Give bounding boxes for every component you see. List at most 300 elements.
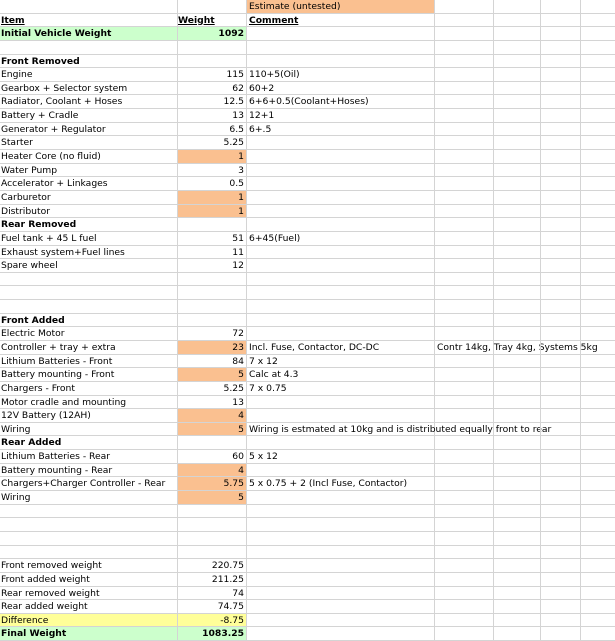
- cell[interactable]: [541, 505, 581, 519]
- cell[interactable]: [247, 505, 435, 519]
- cell[interactable]: [541, 423, 581, 437]
- cell[interactable]: [581, 109, 615, 123]
- cell[interactable]: [581, 573, 615, 587]
- item-weight[interactable]: 3: [178, 164, 247, 178]
- cell[interactable]: [494, 55, 541, 69]
- cell[interactable]: [435, 68, 494, 82]
- cell[interactable]: [541, 27, 581, 41]
- cell[interactable]: [541, 314, 581, 328]
- cell[interactable]: [581, 491, 615, 505]
- cell[interactable]: [494, 136, 541, 150]
- cell[interactable]: [494, 382, 541, 396]
- cell[interactable]: [581, 14, 615, 28]
- cell[interactable]: [541, 273, 581, 287]
- cell[interactable]: [178, 0, 247, 14]
- item-label[interactable]: Engine: [0, 68, 178, 82]
- summary-value[interactable]: 211.25: [178, 573, 247, 587]
- summary-value[interactable]: 74.75: [178, 600, 247, 614]
- summary-label[interactable]: Front removed weight: [0, 559, 178, 573]
- cell[interactable]: [581, 123, 615, 137]
- cell[interactable]: [247, 559, 435, 573]
- cell[interactable]: [541, 150, 581, 164]
- cell[interactable]: [494, 341, 541, 355]
- item-weight[interactable]: 5: [178, 491, 247, 505]
- cell[interactable]: [247, 218, 435, 232]
- initial-weight-label[interactable]: Initial Vehicle Weight: [0, 27, 178, 41]
- cell[interactable]: [435, 191, 494, 205]
- cell[interactable]: [581, 327, 615, 341]
- cell[interactable]: [435, 436, 494, 450]
- cell[interactable]: [247, 300, 435, 314]
- cell[interactable]: [435, 614, 494, 628]
- cell[interactable]: [581, 436, 615, 450]
- cell[interactable]: [435, 55, 494, 69]
- cell[interactable]: [435, 136, 494, 150]
- item-comment[interactable]: [247, 150, 435, 164]
- item-weight[interactable]: 13: [178, 396, 247, 410]
- item-weight[interactable]: 12: [178, 259, 247, 273]
- cell[interactable]: [581, 246, 615, 260]
- item-weight[interactable]: 4: [178, 409, 247, 423]
- cell[interactable]: [541, 382, 581, 396]
- item-comment[interactable]: 7 x 0.75: [247, 382, 435, 396]
- cell[interactable]: [494, 300, 541, 314]
- item-weight[interactable]: 115: [178, 68, 247, 82]
- cell[interactable]: [494, 123, 541, 137]
- cell[interactable]: [435, 177, 494, 191]
- cell[interactable]: [0, 300, 178, 314]
- cell[interactable]: [494, 314, 541, 328]
- cell[interactable]: [435, 382, 494, 396]
- item-label[interactable]: Water Pump: [0, 164, 178, 178]
- cell[interactable]: [247, 286, 435, 300]
- item-comment[interactable]: [247, 205, 435, 219]
- item-label[interactable]: Motor cradle and mounting: [0, 396, 178, 410]
- cell[interactable]: [494, 532, 541, 546]
- cell[interactable]: [494, 27, 541, 41]
- cell[interactable]: [435, 355, 494, 369]
- item-weight[interactable]: 12.5: [178, 95, 247, 109]
- cell[interactable]: [581, 396, 615, 410]
- cell[interactable]: [247, 587, 435, 601]
- cell[interactable]: [435, 396, 494, 410]
- cell[interactable]: [541, 491, 581, 505]
- cell[interactable]: [581, 82, 615, 96]
- cell[interactable]: [494, 436, 541, 450]
- cell[interactable]: [541, 614, 581, 628]
- item-label[interactable]: Heater Core (no fluid): [0, 150, 178, 164]
- summary-value[interactable]: 1083.25: [178, 627, 247, 641]
- item-weight[interactable]: 11: [178, 246, 247, 260]
- rear-removed-heading[interactable]: Rear Removed: [0, 218, 178, 232]
- cell[interactable]: [581, 136, 615, 150]
- cell[interactable]: [581, 164, 615, 178]
- cell[interactable]: [541, 95, 581, 109]
- cell[interactable]: [178, 546, 247, 560]
- cell[interactable]: [494, 286, 541, 300]
- cell[interactable]: [494, 14, 541, 28]
- item-label[interactable]: Chargers+Charger Controller - Rear: [0, 477, 178, 491]
- item-extra-comment[interactable]: Contr 14kg, Tray 4kg, Systems 5kg: [437, 342, 598, 353]
- item-comment[interactable]: [247, 164, 435, 178]
- cell[interactable]: [541, 68, 581, 82]
- cell[interactable]: [581, 27, 615, 41]
- cell[interactable]: [494, 205, 541, 219]
- front-removed-heading[interactable]: Front Removed: [0, 55, 178, 69]
- item-comment[interactable]: Incl. Fuse, Contactor, DC-DC: [247, 341, 435, 355]
- cell[interactable]: [494, 423, 541, 437]
- cell[interactable]: [494, 491, 541, 505]
- item-comment[interactable]: 60+2: [247, 82, 435, 96]
- cell[interactable]: [541, 232, 581, 246]
- item-weight[interactable]: 23: [178, 341, 247, 355]
- cell[interactable]: [0, 0, 178, 14]
- summary-label[interactable]: Rear added weight: [0, 600, 178, 614]
- cell[interactable]: [435, 232, 494, 246]
- header-item[interactable]: Item: [0, 14, 178, 28]
- cell[interactable]: [494, 464, 541, 478]
- cell[interactable]: [0, 286, 178, 300]
- item-label[interactable]: Distributor: [0, 205, 178, 219]
- cell[interactable]: [581, 0, 615, 14]
- cell[interactable]: [581, 55, 615, 69]
- cell[interactable]: [247, 518, 435, 532]
- item-comment[interactable]: Wiring is estmated at 10kg and is distributed equally front to rear: [249, 423, 552, 435]
- rear-added-heading[interactable]: Rear Added: [0, 436, 178, 450]
- cell[interactable]: [541, 205, 581, 219]
- cell[interactable]: [435, 587, 494, 601]
- cell[interactable]: [541, 300, 581, 314]
- cell[interactable]: [581, 177, 615, 191]
- item-comment[interactable]: [247, 259, 435, 273]
- cell[interactable]: [494, 82, 541, 96]
- item-weight[interactable]: 5.25: [178, 136, 247, 150]
- cell[interactable]: [435, 327, 494, 341]
- cell[interactable]: [247, 573, 435, 587]
- cell[interactable]: [581, 368, 615, 382]
- cell[interactable]: [541, 341, 581, 355]
- cell[interactable]: [247, 55, 435, 69]
- cell[interactable]: [581, 409, 615, 423]
- cell[interactable]: [581, 532, 615, 546]
- cell[interactable]: [541, 477, 581, 491]
- cell[interactable]: [494, 518, 541, 532]
- cell[interactable]: [581, 150, 615, 164]
- cell[interactable]: [178, 55, 247, 69]
- item-weight[interactable]: 4: [178, 464, 247, 478]
- cell[interactable]: [494, 232, 541, 246]
- cell[interactable]: [581, 518, 615, 532]
- initial-weight-value[interactable]: 1092: [178, 27, 247, 41]
- cell[interactable]: [581, 614, 615, 628]
- cell[interactable]: [494, 573, 541, 587]
- cell[interactable]: [581, 273, 615, 287]
- item-weight[interactable]: 6.5: [178, 123, 247, 137]
- cell[interactable]: [494, 41, 541, 55]
- item-comment[interactable]: [247, 246, 435, 260]
- item-weight[interactable]: 5.25: [178, 382, 247, 396]
- cell[interactable]: [435, 600, 494, 614]
- item-weight[interactable]: 51: [178, 232, 247, 246]
- cell[interactable]: [541, 532, 581, 546]
- cell[interactable]: [0, 518, 178, 532]
- cell[interactable]: [494, 450, 541, 464]
- item-label[interactable]: Electric Motor: [0, 327, 178, 341]
- item-comment[interactable]: 110+5(Oil): [247, 68, 435, 82]
- item-comment[interactable]: 5 x 0.75 + 2 (Incl Fuse, Contactor): [247, 477, 435, 491]
- cell[interactable]: [494, 150, 541, 164]
- cell[interactable]: [247, 41, 435, 55]
- cell[interactable]: [435, 205, 494, 219]
- item-comment[interactable]: [247, 409, 435, 423]
- item-label[interactable]: Wiring: [0, 423, 178, 437]
- item-comment[interactable]: [247, 177, 435, 191]
- cell[interactable]: [494, 246, 541, 260]
- cell[interactable]: [0, 41, 178, 55]
- cell[interactable]: [541, 82, 581, 96]
- cell[interactable]: [581, 464, 615, 478]
- cell[interactable]: [178, 273, 247, 287]
- cell[interactable]: [541, 396, 581, 410]
- cell[interactable]: [581, 450, 615, 464]
- cell[interactable]: [494, 177, 541, 191]
- cell[interactable]: [541, 368, 581, 382]
- item-comment[interactable]: [247, 464, 435, 478]
- cell[interactable]: [494, 546, 541, 560]
- cell[interactable]: [541, 0, 581, 14]
- cell[interactable]: [541, 109, 581, 123]
- cell[interactable]: [541, 436, 581, 450]
- cell[interactable]: [247, 314, 435, 328]
- cell[interactable]: [494, 164, 541, 178]
- item-comment[interactable]: [247, 191, 435, 205]
- cell[interactable]: [541, 41, 581, 55]
- cell[interactable]: [581, 341, 615, 355]
- cell[interactable]: [435, 491, 494, 505]
- item-label[interactable]: Lithium Batteries - Front: [0, 355, 178, 369]
- cell[interactable]: [494, 409, 541, 423]
- estimate-note[interactable]: Estimate (untested): [247, 0, 435, 14]
- cell[interactable]: [541, 177, 581, 191]
- cell[interactable]: [435, 95, 494, 109]
- cell[interactable]: [435, 82, 494, 96]
- cell[interactable]: [494, 627, 541, 641]
- cell[interactable]: [541, 136, 581, 150]
- cell[interactable]: [581, 218, 615, 232]
- cell[interactable]: [247, 436, 435, 450]
- cell[interactable]: [541, 164, 581, 178]
- cell[interactable]: [435, 409, 494, 423]
- cell[interactable]: [247, 273, 435, 287]
- item-label[interactable]: Starter: [0, 136, 178, 150]
- cell[interactable]: [541, 600, 581, 614]
- cell[interactable]: [494, 396, 541, 410]
- cell[interactable]: [541, 573, 581, 587]
- item-label[interactable]: Lithium Batteries - Rear: [0, 450, 178, 464]
- summary-label[interactable]: Rear removed weight: [0, 587, 178, 601]
- cell[interactable]: [178, 41, 247, 55]
- item-label[interactable]: Exhaust system+Fuel lines: [0, 246, 178, 260]
- summary-value[interactable]: -8.75: [178, 614, 247, 628]
- cell[interactable]: [435, 450, 494, 464]
- cell[interactable]: [435, 150, 494, 164]
- cell[interactable]: [494, 587, 541, 601]
- cell[interactable]: [541, 546, 581, 560]
- item-label[interactable]: Chargers - Front: [0, 382, 178, 396]
- item-weight[interactable]: 13: [178, 109, 247, 123]
- cell[interactable]: [435, 314, 494, 328]
- cell[interactable]: [247, 600, 435, 614]
- cell[interactable]: [581, 232, 615, 246]
- cell[interactable]: [494, 259, 541, 273]
- item-label[interactable]: Wiring: [0, 491, 178, 505]
- cell[interactable]: [178, 286, 247, 300]
- item-weight[interactable]: 5.75: [178, 477, 247, 491]
- item-label[interactable]: Carburetor: [0, 191, 178, 205]
- cell[interactable]: [435, 259, 494, 273]
- cell[interactable]: [435, 123, 494, 137]
- cell[interactable]: [178, 436, 247, 450]
- item-label[interactable]: 12V Battery (12AH): [0, 409, 178, 423]
- cell[interactable]: [541, 259, 581, 273]
- cell[interactable]: [178, 532, 247, 546]
- item-weight[interactable]: 84: [178, 355, 247, 369]
- front-added-heading[interactable]: Front Added: [0, 314, 178, 328]
- item-label[interactable]: Fuel tank + 45 L fuel: [0, 232, 178, 246]
- cell[interactable]: [494, 273, 541, 287]
- item-label[interactable]: Gearbox + Selector system: [0, 82, 178, 96]
- cell[interactable]: [435, 109, 494, 123]
- cell[interactable]: [435, 546, 494, 560]
- item-comment[interactable]: [247, 136, 435, 150]
- item-weight[interactable]: 62: [178, 82, 247, 96]
- cell[interactable]: [178, 518, 247, 532]
- summary-label[interactable]: Difference: [0, 614, 178, 628]
- cell[interactable]: [435, 505, 494, 519]
- header-comment[interactable]: Comment: [247, 14, 435, 28]
- cell[interactable]: [247, 614, 435, 628]
- cell[interactable]: [541, 55, 581, 69]
- cell[interactable]: [541, 627, 581, 641]
- cell[interactable]: [494, 95, 541, 109]
- cell[interactable]: [494, 327, 541, 341]
- cell[interactable]: [435, 368, 494, 382]
- cell[interactable]: [435, 627, 494, 641]
- cell[interactable]: [581, 95, 615, 109]
- cell[interactable]: [581, 286, 615, 300]
- item-weight[interactable]: 5: [178, 368, 247, 382]
- cell[interactable]: [541, 559, 581, 573]
- item-weight[interactable]: 1: [178, 191, 247, 205]
- cell[interactable]: [435, 164, 494, 178]
- cell[interactable]: [581, 205, 615, 219]
- cell[interactable]: [494, 505, 541, 519]
- item-label[interactable]: Battery mounting - Front: [0, 368, 178, 382]
- item-comment[interactable]: [247, 327, 435, 341]
- cell[interactable]: [435, 41, 494, 55]
- cell[interactable]: [581, 627, 615, 641]
- item-comment[interactable]: 6+45(Fuel): [247, 232, 435, 246]
- cell[interactable]: [541, 587, 581, 601]
- item-label[interactable]: Radiator, Coolant + Hoses: [0, 95, 178, 109]
- cell[interactable]: [494, 0, 541, 14]
- cell[interactable]: [435, 423, 494, 437]
- cell[interactable]: [541, 218, 581, 232]
- cell[interactable]: [541, 518, 581, 532]
- cell[interactable]: [581, 355, 615, 369]
- cell[interactable]: [581, 314, 615, 328]
- cell[interactable]: [581, 41, 615, 55]
- cell[interactable]: [178, 505, 247, 519]
- cell[interactable]: [494, 477, 541, 491]
- cell[interactable]: [494, 355, 541, 369]
- cell[interactable]: [494, 218, 541, 232]
- item-label[interactable]: Battery + Cradle: [0, 109, 178, 123]
- cell[interactable]: [541, 246, 581, 260]
- cell[interactable]: [581, 587, 615, 601]
- cell[interactable]: [581, 546, 615, 560]
- cell[interactable]: [541, 14, 581, 28]
- item-weight[interactable]: 0.5: [178, 177, 247, 191]
- header-weight[interactable]: Weight: [178, 14, 247, 28]
- cell[interactable]: [581, 423, 615, 437]
- cell[interactable]: [435, 532, 494, 546]
- cell[interactable]: [247, 546, 435, 560]
- item-comment[interactable]: 6+6+0.5(Coolant+Hoses): [247, 95, 435, 109]
- cell[interactable]: [0, 546, 178, 560]
- cell[interactable]: [0, 505, 178, 519]
- cell[interactable]: [581, 600, 615, 614]
- cell[interactable]: [581, 505, 615, 519]
- cell[interactable]: [435, 0, 494, 14]
- summary-label[interactable]: Front added weight: [0, 573, 178, 587]
- cell[interactable]: [178, 300, 247, 314]
- cell[interactable]: [435, 300, 494, 314]
- cell[interactable]: [541, 450, 581, 464]
- summary-value[interactable]: 220.75: [178, 559, 247, 573]
- cell[interactable]: [581, 259, 615, 273]
- item-comment[interactable]: Calc at 4.3: [247, 368, 435, 382]
- item-comment[interactable]: [247, 491, 435, 505]
- cell[interactable]: [435, 273, 494, 287]
- cell[interactable]: [494, 109, 541, 123]
- item-comment[interactable]: 7 x 12: [247, 355, 435, 369]
- item-label[interactable]: Battery mounting - Rear: [0, 464, 178, 478]
- cell[interactable]: [435, 14, 494, 28]
- cell[interactable]: [178, 218, 247, 232]
- cell[interactable]: [435, 286, 494, 300]
- cell[interactable]: [435, 218, 494, 232]
- cell[interactable]: [541, 464, 581, 478]
- summary-value[interactable]: 74: [178, 587, 247, 601]
- item-comment[interactable]: 6+.5: [247, 123, 435, 137]
- cell[interactable]: [581, 300, 615, 314]
- cell[interactable]: [247, 27, 435, 41]
- item-weight[interactable]: 72: [178, 327, 247, 341]
- cell[interactable]: [435, 477, 494, 491]
- cell[interactable]: [581, 559, 615, 573]
- cell[interactable]: [247, 627, 435, 641]
- item-label[interactable]: Accelerator + Linkages: [0, 177, 178, 191]
- cell[interactable]: [494, 68, 541, 82]
- item-comment[interactable]: 5 x 12: [247, 450, 435, 464]
- cell[interactable]: [541, 409, 581, 423]
- item-label[interactable]: Generator + Regulator: [0, 123, 178, 137]
- cell[interactable]: [435, 518, 494, 532]
- cell[interactable]: [178, 314, 247, 328]
- item-weight[interactable]: 60: [178, 450, 247, 464]
- cell[interactable]: [435, 27, 494, 41]
